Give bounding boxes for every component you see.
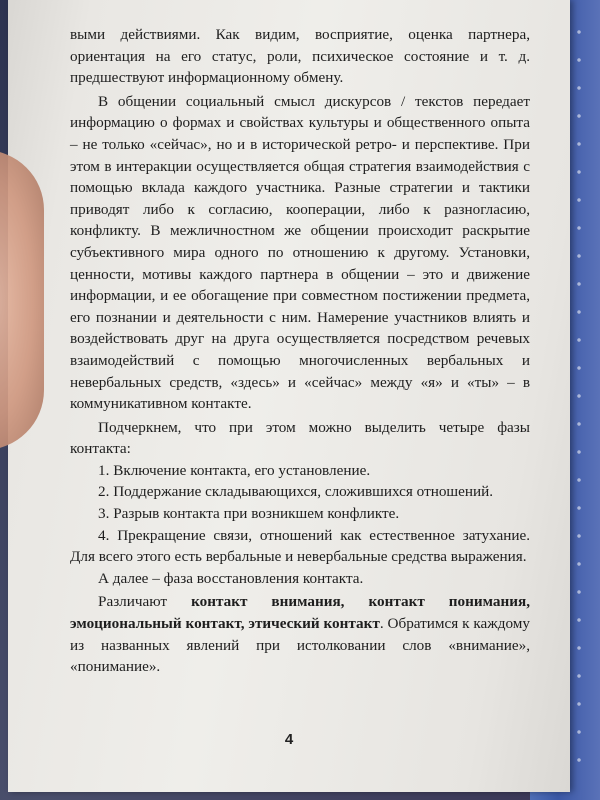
contact-types-lead: Различают (98, 593, 192, 611)
thumb-holding-page (0, 150, 44, 450)
list-item-1: 1. Включение контакта, его установление. (98, 461, 371, 479)
contact-types-bold: контакт внимания, контакт понимания, эмоциональный контакт, этический контакт (70, 593, 530, 633)
page-number: 4 (284, 731, 294, 748)
paragraph-2: В общении социальный смысл дискурсов / текстов передает информацию о формах и свойствах культуры и общественного опыта – не только «сейчас», но и в исторической ретро- и перспективе. При этом в интеракции осуществляется общая стратегия взаимодействия с помощью вклада каждого участника. Разные стратегии и тактики приводят либо к согласию, кооперации, либо к разногласию, конфликту. В межличностном же общении происходит раскрытие субъективного мира одного по отношению к другому. Установки, ценности, мотивы каждого партнера в общении – это и движение информации, и ее обогащение при совместном постижении предмета, его познании и деятельности с ним. Намерение участников влиять и воздействовать друг на друга осуществляется посредством речевых взаимодействий с помощью многочисленных вербальных и невербальных средств, «здесь» и «сейчас» между «я» и «ты» – в коммуникативном контакте. (70, 92, 530, 413)
contact-types-tail: . Обратимся к каждому из названных явлений при истолковании слов «внимание», «понимание». (70, 615, 530, 676)
list-item-3: 3. Разрыв контакта при возникшем конфликте. (98, 505, 400, 523)
paragraph-3: Подчеркнем, что при этом можно выделить четыре фазы контакта: (70, 418, 530, 458)
list-item-4: 4. Прекращение связи, отношений как естественное затухание. Для всего этого есть вербальные и невербальные средства выражения. (70, 526, 530, 566)
book-page (8, 0, 570, 792)
paragraph-1: выми действиями. Как видим, восприятие, оценка партнера, ориентация на его статус, роли, психическое состояние и т. д. предшествуют информационному обмену. (70, 26, 530, 87)
paragraph-contact-types (70, 591, 530, 677)
list-item-2: 2. Поддержание складывающихся, сложившихся отношений. (98, 483, 494, 501)
paragraph-restoration: А далее – фаза восстановления контакта. (98, 569, 364, 587)
page-body (70, 24, 530, 678)
